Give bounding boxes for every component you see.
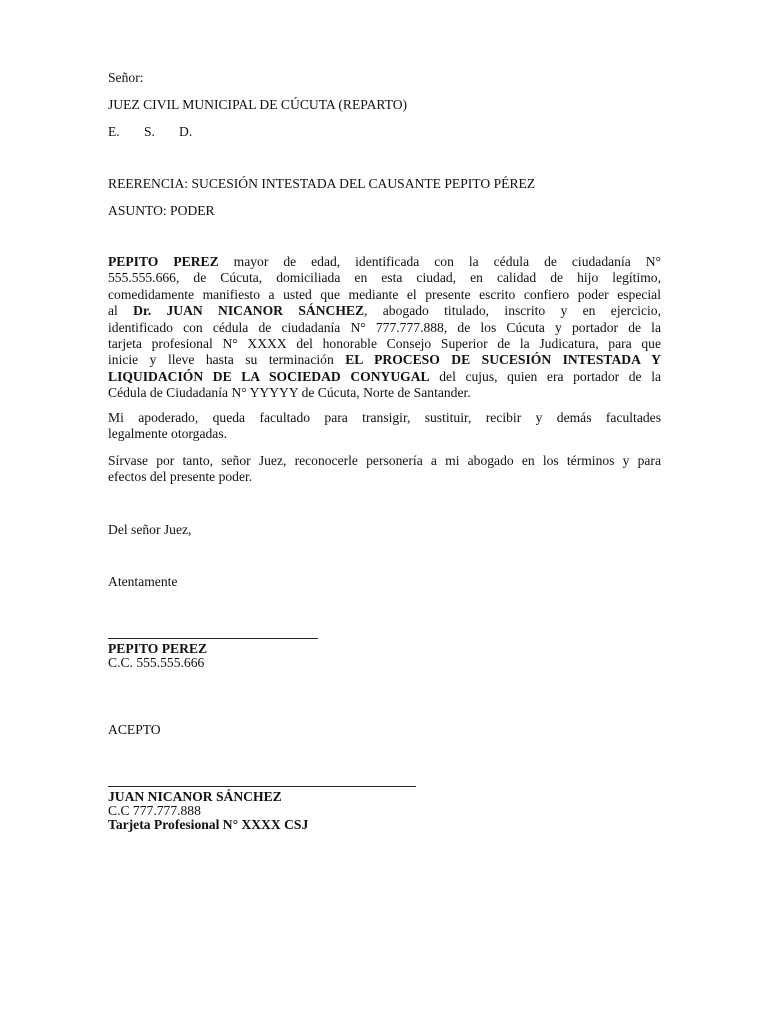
body-paragraph-2 xyxy=(108,410,661,443)
grantor-signature-cc: C.C. 555.555.666 xyxy=(108,655,205,670)
paragraph-line: identificado con cédula de ciudadanía N° 777.777.888, de los Cúcuta y portador de la xyxy=(108,319,661,335)
recipient: JUEZ CIVIL MUNICIPAL DE CÚCUTA (REPARTO) xyxy=(108,97,408,112)
acceptance-label: ACEPTO xyxy=(108,722,161,737)
paragraph-line: Mi apoderado, queda facultado para transigir, sustituir, recibir y demás facultades xyxy=(108,410,661,425)
paragraph-line: tarjeta profesional N° XXXX del honorable Consejo Superior de la Judicatura, para que xyxy=(108,336,661,352)
paragraph-text: , abogado titulado, inscrito y en ejercicio, xyxy=(364,303,661,319)
esd-d: D. xyxy=(179,124,193,139)
esd-line xyxy=(108,124,192,140)
grantor-name: PEPITO PEREZ xyxy=(108,254,219,269)
paragraph-line xyxy=(108,352,661,368)
paragraph-line: efectos del presente poder. xyxy=(108,469,253,485)
paragraph-line: legalmente otorgadas. xyxy=(108,426,228,442)
attorney-name: Dr. JUAN NICANOR SÁNCHEZ xyxy=(133,303,365,319)
reference-line: REERENCIA: SUCESIÓN INTESTADA DEL CAUSANTE PEPITO PÉREZ xyxy=(108,176,536,191)
paragraph-text: mayor de edad, identificada con la cédula de ciudadanía N° xyxy=(218,254,661,269)
attorney-signature-cc: C.C 777.777.888 xyxy=(108,803,201,818)
paragraph-line: comedidamente manifiesto a usted que mediante el presente escrito confiero poder especial xyxy=(108,286,661,302)
paragraph-line: 555.555.666, de Cúcuta, domiciliada en esta ciudad, en calidad de hijo legítimo, xyxy=(108,270,661,286)
paragraph-line xyxy=(108,303,661,319)
attorney-signature-name: JUAN NICANOR SÁNCHEZ xyxy=(108,789,282,804)
paragraph-text: inicie y lleve hasta su terminación xyxy=(108,352,346,368)
esd-s: S. xyxy=(144,124,155,139)
grantor-signature-name: PEPITO PEREZ xyxy=(108,641,208,656)
paragraph-line xyxy=(108,369,661,385)
paragraph-line: Cédula de Ciudadanía N° YYYYY de Cúcuta, Norte de Santander. xyxy=(108,385,471,401)
paragraph-line xyxy=(108,254,661,270)
process-name-continued: LIQUIDACIÓN DE LA SOCIEDAD CONYUGAL xyxy=(108,368,430,384)
paragraph-text: del cujus, quien era portador de la xyxy=(429,368,661,384)
subject-line: ASUNTO: PODER xyxy=(108,203,215,218)
closing-atentamente: Atentamente xyxy=(108,574,178,589)
process-name: EL PROCESO DE SUCESIÓN INTESTADA Y xyxy=(345,352,661,368)
signature-line-attorney xyxy=(108,786,416,787)
salutation: Señor: xyxy=(108,70,144,85)
signature-line-grantor xyxy=(108,638,318,639)
paragraph-text: al xyxy=(108,303,134,319)
paragraph-line: Sírvase por tanto, señor Juez, reconocerle personería a mi abogado en los términos y para xyxy=(108,453,661,468)
esd-e: E. xyxy=(108,124,120,139)
body-paragraph-3 xyxy=(108,453,661,486)
attorney-professional-card: Tarjeta Profesional N° XXXX CSJ xyxy=(108,817,309,832)
closing-salutation: Del señor Juez, xyxy=(108,522,192,537)
body-paragraph-1 xyxy=(108,254,661,402)
